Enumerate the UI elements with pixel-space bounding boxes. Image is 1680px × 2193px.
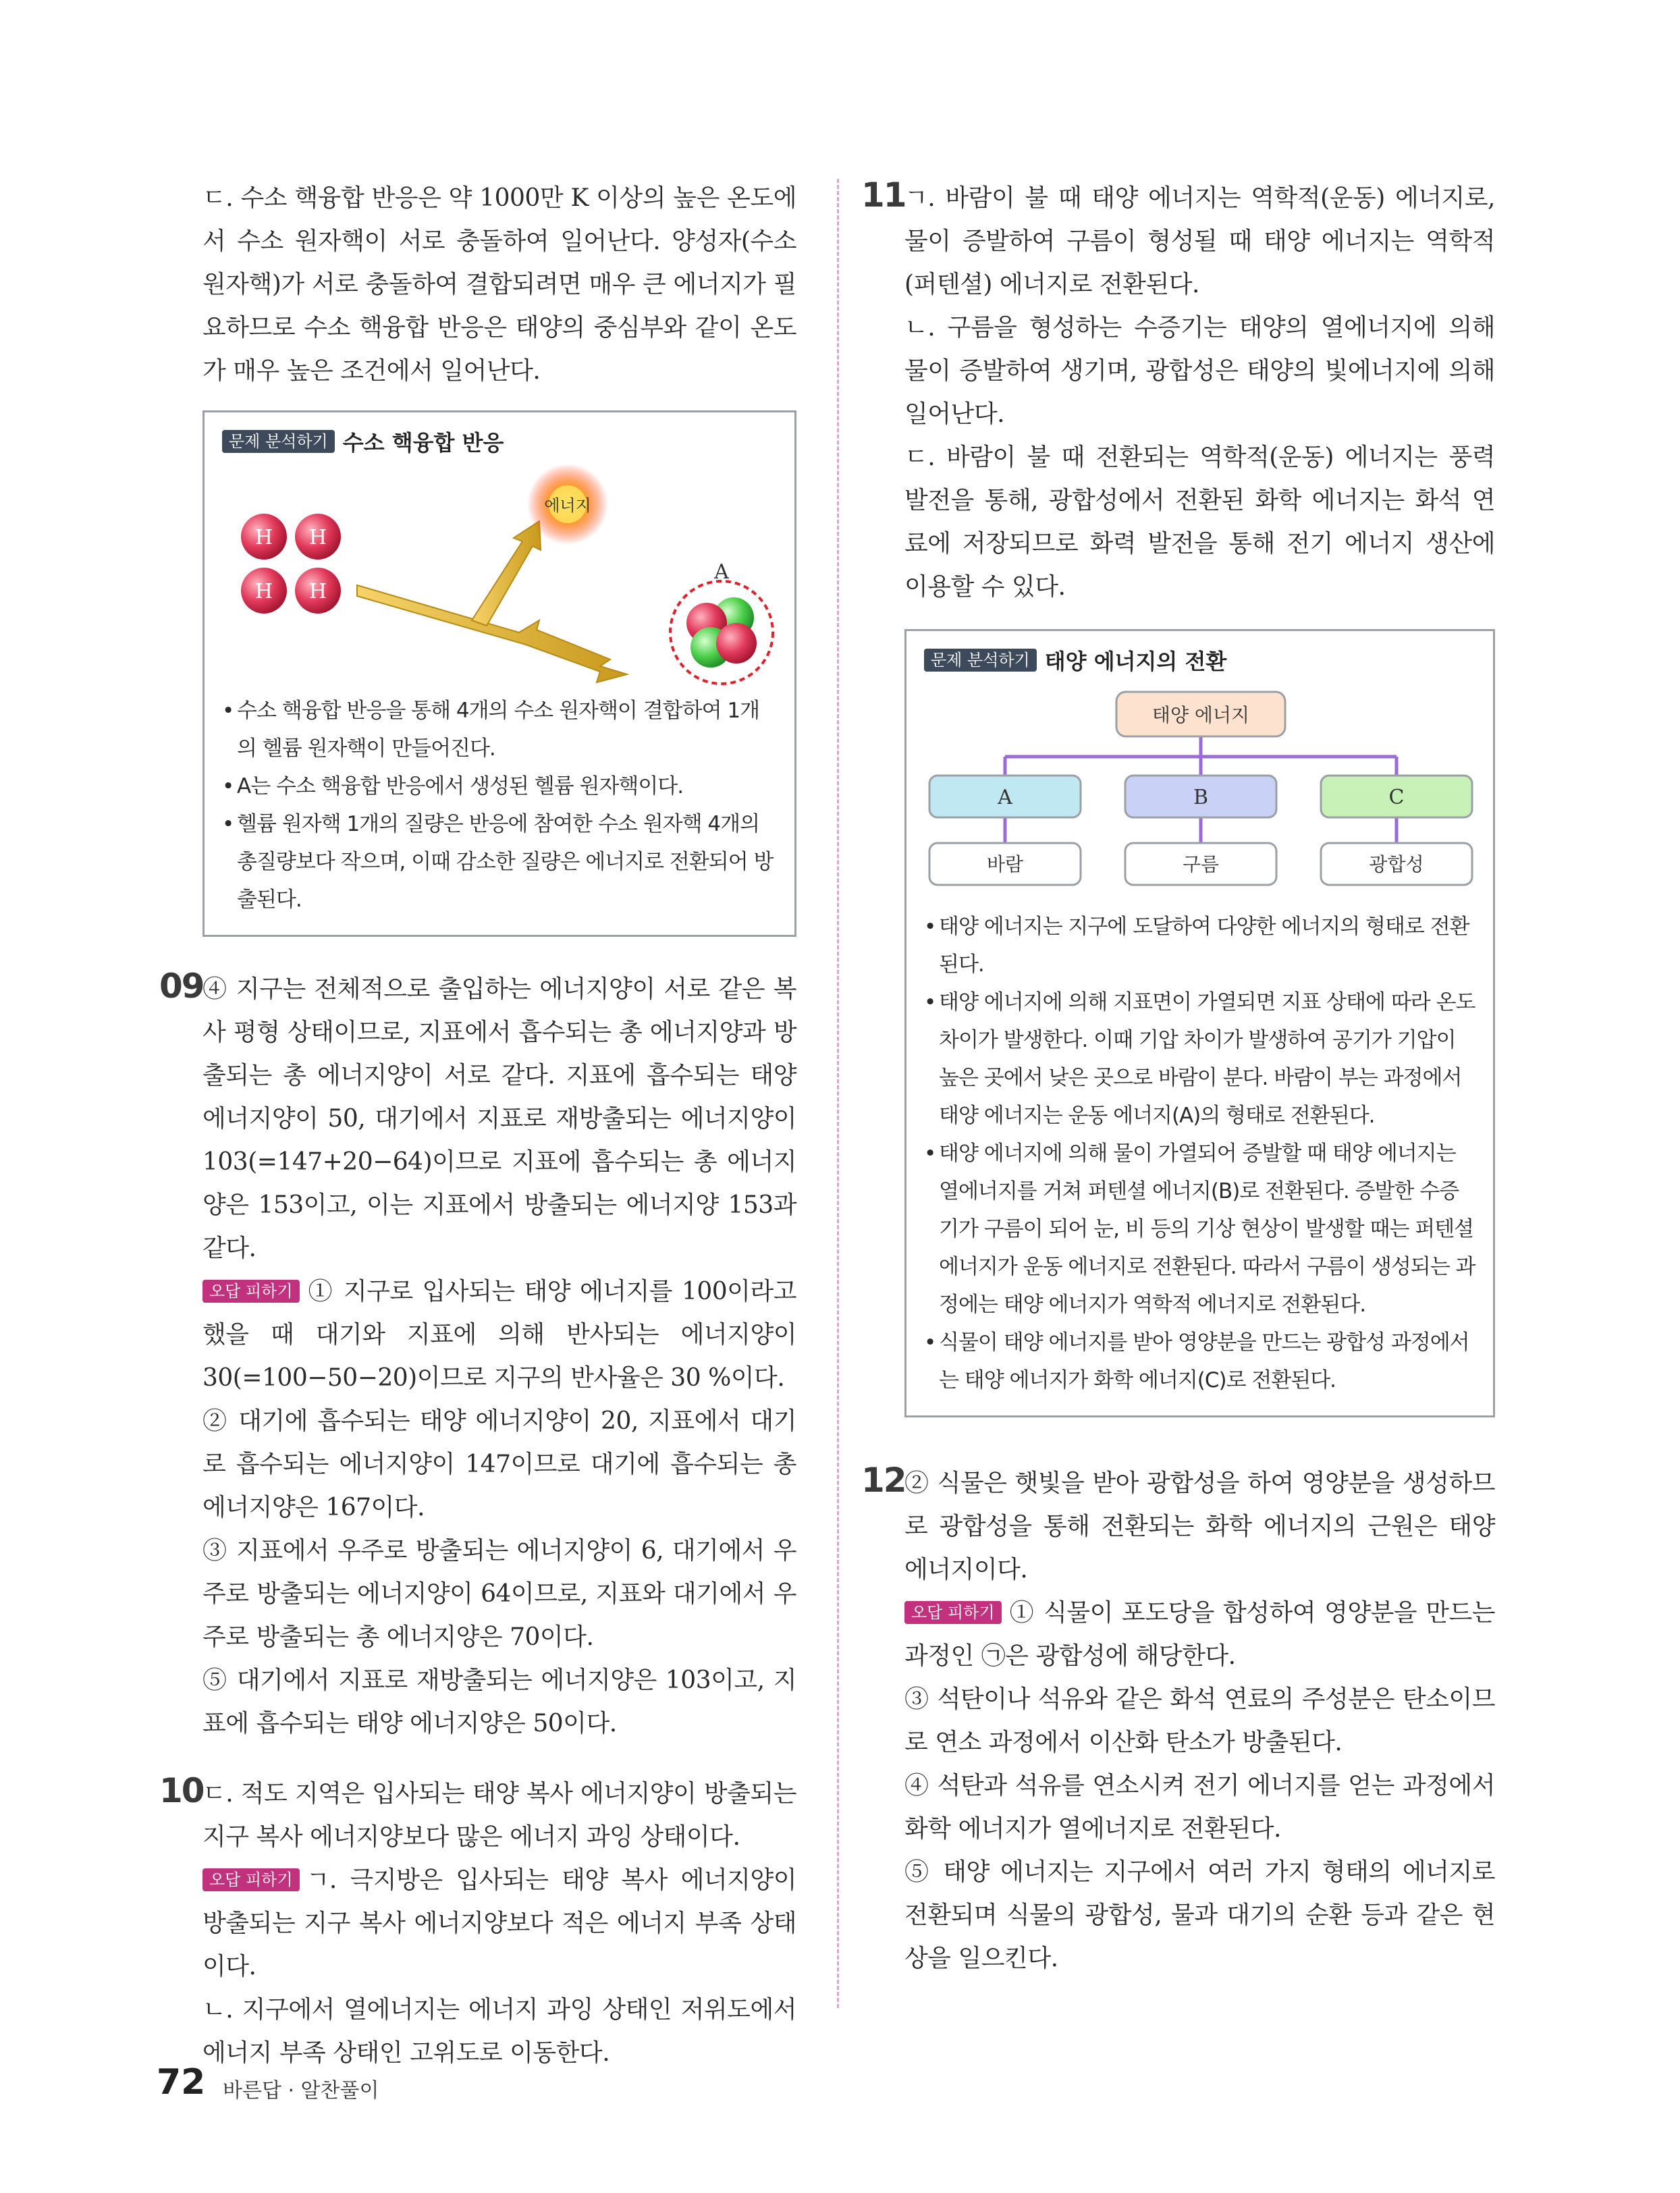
svg-text:A: A bbox=[998, 786, 1012, 809]
answer-paragraph: ㄷ. 수소 핵융합 반응은 약 1000만 K 이상의 높은 온도에서 수소 원자핵이 서로 충돌하여 일어난다. 양성자(수소 원자핵)가 서로 충돌하여 결합되려면 매우 큰 에너지가 필요하므로 수소 핵융합 반응은 태양의 중심부와 같이 온도가 매우 높은 조건에서 일어난다. bbox=[202, 184, 796, 385]
svg-text:B: B bbox=[1193, 786, 1209, 809]
analysis-tag: 문제 분석하기 bbox=[924, 649, 1037, 672]
wrong-answer-paragraph: 오답 피하기 ① 지구로 입사되는 태양 에너지를 100이라고 했을 때 대기와 지표에 의해 반사되는 에너지양이 30(=100−50−20)이므로 지구의 반사율은 30 %이다. bbox=[202, 1278, 796, 1392]
right-column bbox=[861, 175, 1495, 1980]
svg-text:C: C bbox=[1388, 786, 1405, 809]
answer-paragraph: ㄴ. 구름을 형성하는 수증기는 태양의 열에너지에 의해 물이 증발하여 생기며, 광합성은 태양의 빛에너지에 의해 일어난다. bbox=[904, 314, 1495, 428]
energy-burst-icon bbox=[527, 464, 608, 545]
wrong-answer-tag: 오답 피하기 bbox=[202, 1868, 300, 1891]
analysis-box-solar bbox=[904, 629, 1495, 1417]
hydrogen-nucleus bbox=[295, 568, 341, 614]
question-number: 11 bbox=[861, 175, 906, 215]
tree-node-a bbox=[929, 776, 1081, 817]
svg-text:H: H bbox=[254, 526, 273, 549]
solar-energy-tree bbox=[924, 682, 1478, 905]
question-number: 10 bbox=[159, 1771, 204, 1810]
svg-text:에너지: 에너지 bbox=[544, 496, 591, 515]
analysis-bullet: • 태양 에너지에 의해 물이 가열되어 증발할 때 태양 에너지는 열에너지를 거쳐 퍼텐셜 에너지(B)로 전환된다. 증발한 수증기가 구름이 되어 눈, 비 등의 기상 현상이 발생할 때는 퍼텐셜 에너지가 운동 에너지로 전환된다. 따라서 구름이 생성되는 과정에는 태양 에너지가 역학적 에너지로 전환된다. bbox=[924, 1135, 1475, 1324]
svg-text:H: H bbox=[254, 580, 273, 603]
tree-root-node bbox=[1116, 692, 1285, 736]
answer-paragraph: ③ 지표에서 우주로 방출되는 에너지양이 6, 대기에서 우주로 방출되는 에너지양이 64이므로, 지표와 대기에서 우주로 방출되는 총 에너지양은 70이다. bbox=[202, 1537, 796, 1651]
analysis-bullet: • 태양 에너지에 의해 지표면이 가열되면 지표 상태에 따라 온도 차이가 발생한다. 이때 기압 차이가 발생하여 공기가 기압이 높은 곳에서 낮은 곳으로 바람이 분다. 바람이 부는 과정에서 태양 에너지는 운동 에너지(A)의 형태로 전환된다. bbox=[924, 983, 1475, 1135]
tree-node-c bbox=[1321, 776, 1472, 817]
tree-label-photosynthesis bbox=[1321, 843, 1472, 885]
analysis-title: 태양 에너지의 전환 bbox=[1044, 649, 1227, 674]
wrong-answer-paragraph: 오답 피하기 ① 식물이 포도당을 합성하여 영양분을 만드는 과정인 ㉠은 광합성에 해당한다. bbox=[904, 1599, 1495, 1670]
tree-label-wind bbox=[929, 843, 1081, 885]
hydrogen-nucleus bbox=[241, 514, 287, 560]
wrong-answer-tag: 오답 피하기 bbox=[202, 1280, 300, 1303]
question-10 bbox=[159, 1771, 796, 2075]
helium-nucleus bbox=[670, 560, 773, 684]
answer-paragraph: ② 식물은 햇빛을 받아 광합성을 하여 영양분을 생성하므로 광합성을 통해 전환되는 화학 에너지의 근원은 태양 에너지이다. bbox=[904, 1469, 1495, 1583]
answer-paragraph: ⑤ 태양 에너지는 지구에서 여러 가지 형태의 에너지로 전환되며 식물의 광합성, 물과 대기의 순환 등과 같은 현상을 일으킨다. bbox=[904, 1858, 1495, 1972]
svg-text:구름: 구름 bbox=[1182, 853, 1220, 875]
wrong-answer-paragraph: 오답 피하기 ㄱ. 극지방은 입사되는 태양 복사 에너지양이 방출되는 지구 복사 에너지양보다 적은 에너지 부족 상태이다. bbox=[202, 1866, 796, 1980]
analysis-box-fusion bbox=[202, 410, 796, 937]
tree-label-cloud bbox=[1125, 843, 1276, 885]
analysis-bullet: • A는 수소 핵융합 반응에서 생성된 헬륨 원자핵이다. bbox=[222, 767, 777, 805]
analysis-title: 수소 핵융합 반응 bbox=[342, 430, 504, 456]
question-number: 09 bbox=[159, 967, 204, 1006]
svg-text:광합성: 광합성 bbox=[1369, 853, 1424, 875]
fusion-diagram bbox=[222, 464, 776, 686]
question-11 bbox=[861, 175, 1495, 609]
answer-paragraph: ② 대기에 흡수되는 태양 에너지양이 20, 지표에서 대기로 흡수되는 에너지양이 147이므로 대기에 흡수되는 총 에너지양은 167이다. bbox=[202, 1407, 796, 1521]
analysis-tag: 문제 분석하기 bbox=[222, 430, 335, 453]
answer-paragraph: ㄷ. 바람이 불 때 전환되는 역학적(운동) 에너지는 풍력 발전을 통해, 광합성에서 전환된 화학 에너지는 화석 연료에 저장되므로 화력 발전을 통해 전기 에너지 생산에 이용할 수 있다. bbox=[904, 443, 1495, 601]
analysis-bullet: • 수소 핵융합 반응을 통해 4개의 수소 원자핵이 결합하여 1개의 헬륨 원자핵이 만들어진다. bbox=[222, 692, 777, 767]
analysis-bullet: • 식물이 태양 에너지를 받아 영양분을 만드는 광합성 과정에서는 태양 에너지가 화학 에너지(C)로 전환된다. bbox=[924, 1324, 1475, 1399]
analysis-bullet: • 헬륨 원자핵 1개의 질량은 반응에 참여한 수소 원자핵 4개의 총질량보다 작으며, 이때 감소한 질량은 에너지로 전환되어 방출된다. bbox=[222, 805, 777, 919]
answer-paragraph: ③ 석탄이나 석유와 같은 화석 연료의 주성분은 탄소이므로 연소 과정에서 이산화 탄소가 방출된다. bbox=[904, 1685, 1495, 1756]
left-column bbox=[159, 177, 796, 2075]
tree-node-b bbox=[1125, 776, 1276, 817]
question-12 bbox=[861, 1461, 1495, 1980]
book-title: 바른답 · 알찬풀이 bbox=[223, 2079, 379, 2103]
question-number: 12 bbox=[861, 1461, 906, 1500]
question-09 bbox=[159, 967, 796, 1745]
answer-paragraph: ㄷ. 적도 지역은 입사되는 태양 복사 에너지양이 방출되는 지구 복사 에너지양보다 많은 에너지 과잉 상태이다. bbox=[202, 1780, 796, 1851]
svg-text:태양 에너지: 태양 에너지 bbox=[1151, 704, 1250, 726]
hydrogen-nucleus bbox=[295, 514, 341, 560]
analysis-bullet: • 태양 에너지는 지구에 도달하여 다양한 에너지의 형태로 전환된다. bbox=[924, 908, 1475, 983]
answer-paragraph: ④ 지구는 전체적으로 출입하는 에너지양이 서로 같은 복사 평형 상태이므로, 지표에서 흡수되는 총 에너지양과 방출되는 총 에너지양이 서로 같다. 지표에 흡수되는 태양 에너지양이 50, 대기에서 지표로 재방출되는 에너지양이 103(=147+20−64)이므로 지표에 흡수되는 총 에너지양은 153이고, 이는 지표에서 방출되는 에너지양 153과 같다. bbox=[202, 975, 796, 1262]
answer-paragraph: ④ 석탄과 석유를 연소시켜 전기 에너지를 얻는 과정에서 화학 에너지가 열에너지로 전환된다. bbox=[904, 1772, 1495, 1843]
answer-paragraph: ⑤ 대기에서 지표로 재방출되는 에너지양은 103이고, 지표에 흡수되는 태양 에너지양은 50이다. bbox=[202, 1667, 796, 1737]
svg-text:H: H bbox=[308, 526, 327, 549]
hydrogen-nucleus bbox=[241, 568, 287, 614]
svg-text:바람: 바람 bbox=[986, 853, 1024, 875]
column-divider bbox=[837, 179, 839, 2008]
reaction-arrow bbox=[357, 521, 627, 682]
svg-text:H: H bbox=[308, 580, 327, 603]
svg-text:A: A bbox=[714, 560, 729, 584]
wrong-answer-tag: 오답 피하기 bbox=[904, 1601, 1002, 1624]
answer-paragraph: ㄴ. 지구에서 열에너지는 에너지 과잉 상태인 저위도에서 에너지 부족 상태인 고위도로 이동한다. bbox=[202, 1996, 796, 2067]
answer-paragraph: ㄱ. 바람이 불 때 태양 에너지는 역학적(운동) 에너지로, 물이 증발하여 구름이 형성될 때 태양 에너지는 역학적(퍼텐셜) 에너지로 전환된다. bbox=[904, 184, 1495, 298]
page-number: 72 bbox=[157, 2062, 206, 2103]
